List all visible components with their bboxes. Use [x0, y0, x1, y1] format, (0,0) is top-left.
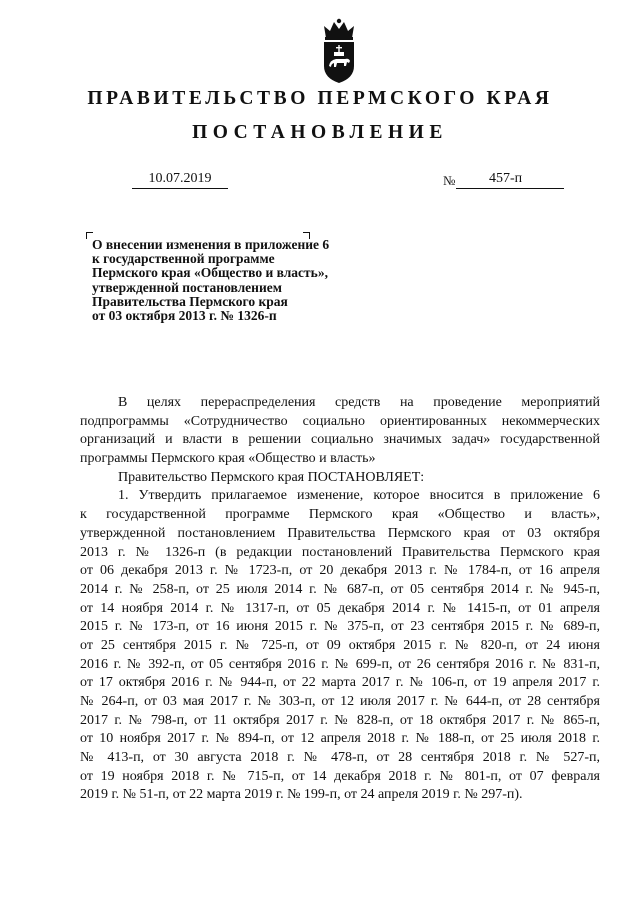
document-number-field — [456, 170, 564, 189]
body-line: программы Пермского края «Общество и власть» — [80, 451, 376, 467]
subject-line: от 03 октября 2013 г. № 1326-п — [92, 308, 277, 324]
document-type: ПОСТАНОВЛЕНИЕ — [192, 122, 448, 143]
body-line: 2016 г. № 392-п, от 05 сентября 2016 г. № 699-п, от 26 сентября 2016 г. № 831-п, — [80, 656, 600, 672]
body-line: 1. Утвердить прилагаемое изменение, которое вносится в приложение 6 — [118, 488, 600, 504]
body-line: 2014 г. № 258-п, от 25 июля 2014 г. № 687-п, от 05 сентября 2014 г. № 945-п, — [80, 581, 600, 597]
subject-line: Пермского края «Общество и власть», — [92, 265, 328, 281]
body-line: от 19 ноября 2018 г. № 715-п, от 14 декабря 2018 г. № 801-п, от 07 февраля — [80, 768, 600, 784]
subject-line: Правительства Пермского края — [92, 293, 288, 309]
body-line: В целях перераспределения средств на проведение мероприятий — [118, 395, 600, 410]
body-line: подпрограммы «Сотрудничество социально ориентированных некоммерческих — [80, 413, 600, 429]
body-line: утвержденной постановлением Правительства Пермского края от 03 октября — [80, 525, 600, 541]
subject-line: утвержденной постановлением — [92, 279, 282, 295]
number-sign: № — [443, 173, 456, 188]
document-body — [80, 394, 600, 805]
body-line: от 10 ноября 2017 г. № 894-п, от 12 апреля 2018 г. № 188-п, от 25 июля 2018 г. — [80, 731, 600, 747]
body-line: 2013 г. № 1326-п (в редакции постановлений Правительства Пермского края — [80, 544, 600, 560]
government-title: ПРАВИТЕЛЬСТВО ПЕРМСКОГО КРАЯ — [87, 88, 553, 109]
document-date: 10.07.2019 — [132, 170, 228, 189]
subject-line: О внесении изменения в приложение 6 — [92, 237, 330, 252]
coat-of-arms-icon — [318, 16, 360, 84]
body-line: к государственной программе Пермского края «Общество и власть», — [80, 507, 600, 523]
document-subject — [92, 238, 392, 323]
body-line: 2019 г. № 51-п, от 22 марта 2019 г. № 199-п, от 24 апреля 2019 г. № 297-п). — [80, 787, 523, 803]
body-line: № 264-п, от 03 мая 2017 г. № 303-п, от 12 июля 2017 г. № 644-п, от 28 сентября — [80, 694, 600, 709]
body-line: от 17 октября 2016 г. № 944-п, от 22 марта 2017 г. № 106-п, от 19 апреля 2017 г. — [80, 675, 600, 691]
subject-line: к государственной программе — [92, 251, 275, 267]
document-number: 457-п — [489, 171, 523, 186]
body-line: от 14 ноября 2014 г. № 1317-п, от 05 декабря 2014 г. № 1415-п, от 01 апреля — [80, 600, 600, 616]
body-line: 2015 г. № 173-п, от 16 июня 2015 г. № 375-п, от 23 сентября 2015 г. № 689-п, — [80, 619, 600, 635]
body-line: 2017 г. № 798-п, от 11 октября 2017 г. № 828-п, от 18 октября 2017 г. № 865-п, — [80, 712, 600, 728]
body-line: от 25 сентября 2015 г. № 725-п, от 09 октября 2015 г. № 820-п, от 24 июня — [80, 637, 600, 653]
body-line: Правительство Пермского края ПОСТАНОВЛЯЕТ: — [118, 469, 425, 485]
body-line: от 06 декабря 2013 г. № 1723-п, от 20 декабря 2013 г. № 1784-п, от 16 апреля — [80, 563, 600, 579]
body-line: организаций и власти в решении социально значимых задач» государственной — [80, 432, 600, 448]
body-line: № 413-п, от 30 августа 2018 г. № 478-п, от 28 сентября 2018 г. № 527-п, — [80, 750, 600, 766]
